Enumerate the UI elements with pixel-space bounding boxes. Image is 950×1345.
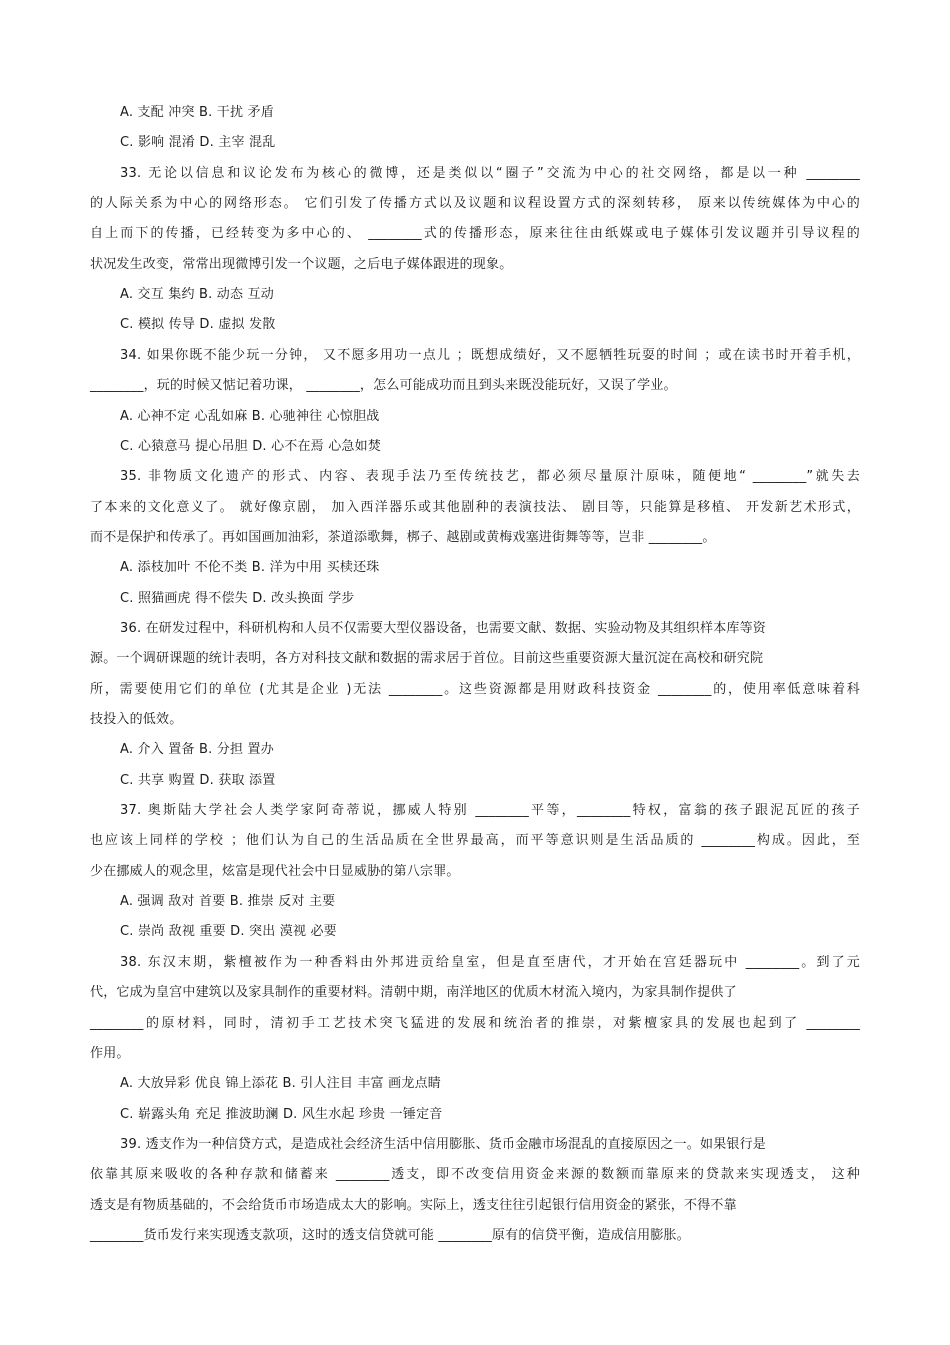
text-line: A. 大放异彩 优良 锦上添花 B. 引人注目 丰富 画龙点睛 bbox=[120, 1076, 441, 1092]
text-line: C. 崇尚 敌视 重要 D. 突出 漠视 必要 bbox=[120, 924, 337, 940]
text-line: 33. 无论以信息和议论发布为核心的微博，还是类似以“圈子”交流为中心的社交网络，都是以一种 ________ bbox=[120, 165, 860, 181]
text-line: 39. 透支作为一种信贷方式，是造成社会经济生活中信用膨胀、货币金融市场混乱的直接原因之一。如果银行是 bbox=[120, 1136, 767, 1152]
text-line: 作用。 bbox=[90, 1045, 130, 1061]
text-line: 36. 在研发过程中，科研机构和人员不仅需要大型仪器设备，也需要文献、数据、实验动物及其组织样本库等资 bbox=[120, 620, 767, 636]
text-line: 38. 东汉末期，紫檀被作为一种香料由外邦进贡给皇室，但是直至唐代，才开始在宫廷器玩中 ________。到了元 bbox=[120, 954, 860, 970]
text-line: C. 心猿意马 提心吊胆 D. 心不在焉 心急如焚 bbox=[120, 438, 382, 454]
text-line: 代，它成为皇宫中建筑以及家具制作的重要材料。清朝中期，南洋地区的优质木材流入境内，为家具制作提供了 bbox=[90, 985, 737, 1001]
text-line: A. 强调 敌对 首要 B. 推崇 反对 主要 bbox=[120, 894, 336, 910]
text-line: ________的原材料，同时，清初手工艺技术突飞猛进的发展和统治者的推崇，对紫檀家具的发展也起到了 ________ bbox=[90, 1015, 860, 1031]
text-line: A. 介入 置备 B. 分担 置办 bbox=[120, 742, 274, 758]
text-line: C. 共享 购置 D. 获取 添置 bbox=[120, 772, 276, 788]
text-line: 也应该上同样的学校 ；他们认为自己的生活品质在全世界最高，而平等意识则是生活品质的 ________构成。因此，至 bbox=[90, 833, 860, 849]
text-line: C. 照猫画虎 得不偿失 D. 改头换面 学步 bbox=[120, 590, 355, 606]
text-line: 技投入的低效。 bbox=[90, 712, 183, 727]
text-line: 状况发生改变，常常出现微博引发一个议题，之后电子媒体跟进的现象。 bbox=[90, 256, 513, 272]
text-line: 少在挪威人的观念里，炫富是现代社会中日显威胁的第八宗罪。 bbox=[90, 863, 460, 879]
text-line: 透支是有物质基础的，不会给货币市场造成太大的影响。实际上，透支往往引起银行信用资金的紧张，不得不靠 bbox=[90, 1197, 737, 1213]
text-line: ________货币发行来实现透支款项，这时的透支信贷就可能 ________原有的信贷平衡，造成信用膨胀。 bbox=[90, 1227, 690, 1243]
text-line: C. 影响 混淆 D. 主宰 混乱 bbox=[120, 135, 276, 151]
text-line: A. 心神不定 心乱如麻 B. 心驰神往 心惊胆战 bbox=[120, 408, 380, 424]
text-line: 了本来的文化意义了。 就好像京剧， 加入西洋器乐或其他剧种的表演技法、 剧目等，只能算是移植、 开发新艺术形式， bbox=[90, 499, 860, 515]
text-line: C. 崭露头角 充足 推波助澜 D. 风生水起 珍贵 一锤定音 bbox=[120, 1106, 443, 1122]
text-line: A. 支配 冲突 B. 干扰 矛盾 bbox=[120, 105, 274, 120]
text-line: 源。一个调研课题的统计表明，各方对科技文献和数据的需求居于首位。目前这些重要资源大量沉淀在高校和研究院 bbox=[90, 651, 764, 667]
text-line: 自上而下的传播，已经转变为多中心的、 ________式的传播形态，原来往往由纸媒或电子媒体引发议题并引导议程的 bbox=[90, 226, 860, 242]
text-line: 37. 奥斯陆大学社会人类学家阿奇蒂说，挪威人特别 ________平等，________特权，富翁的孩子跟泥瓦匠的孩子 bbox=[120, 803, 860, 819]
text-line: A. 交互 集约 B. 动态 互动 bbox=[120, 287, 274, 303]
text-line: ________，玩的时候又惦记着功课， ________，怎么可能成功而且到头来既没能玩好，又误了学业。 bbox=[90, 378, 677, 394]
text-line: 所，需要使用它们的单位 (尤其是企业 )无法 ________。这些资源都是用财政科技资金 ________的，使用率低意味着科 bbox=[90, 681, 860, 697]
text-line: C. 模拟 传导 D. 虚拟 发散 bbox=[120, 317, 276, 333]
text-line: 34. 如果你既不能少玩一分钟， 又不愿多用功一点儿 ；既想成绩好，又不愿牺牲玩耍的时间 ；或在读书时开着手机， bbox=[120, 347, 860, 363]
text-line: 35. 非物质文化遗产的形式、内容、表现手法乃至传统技艺，都必须尽量原汁原味，随便地“ ________”就失去 bbox=[120, 469, 860, 485]
text-line: 的人际关系为中心的网络形态。 它们引发了传播方式以及议题和议程设置方式的深刻转移， 原来以传统媒体为中心的 bbox=[90, 196, 860, 212]
text-line: 依靠其原来吸收的各种存款和储蓄来 ________透支，即不改变信用资金来源的数额而靠原来的贷款来实现透支， 这种 bbox=[90, 1167, 860, 1183]
text-line: 而不是保护和传承了。再如国画加油彩，茶道添歌舞，梆子、越剧或黄梅戏塞进街舞等等，岂非 ________。 bbox=[90, 529, 716, 545]
text-line: A. 添枝加叶 不伦不类 B. 洋为中用 买椟还珠 bbox=[120, 560, 380, 576]
